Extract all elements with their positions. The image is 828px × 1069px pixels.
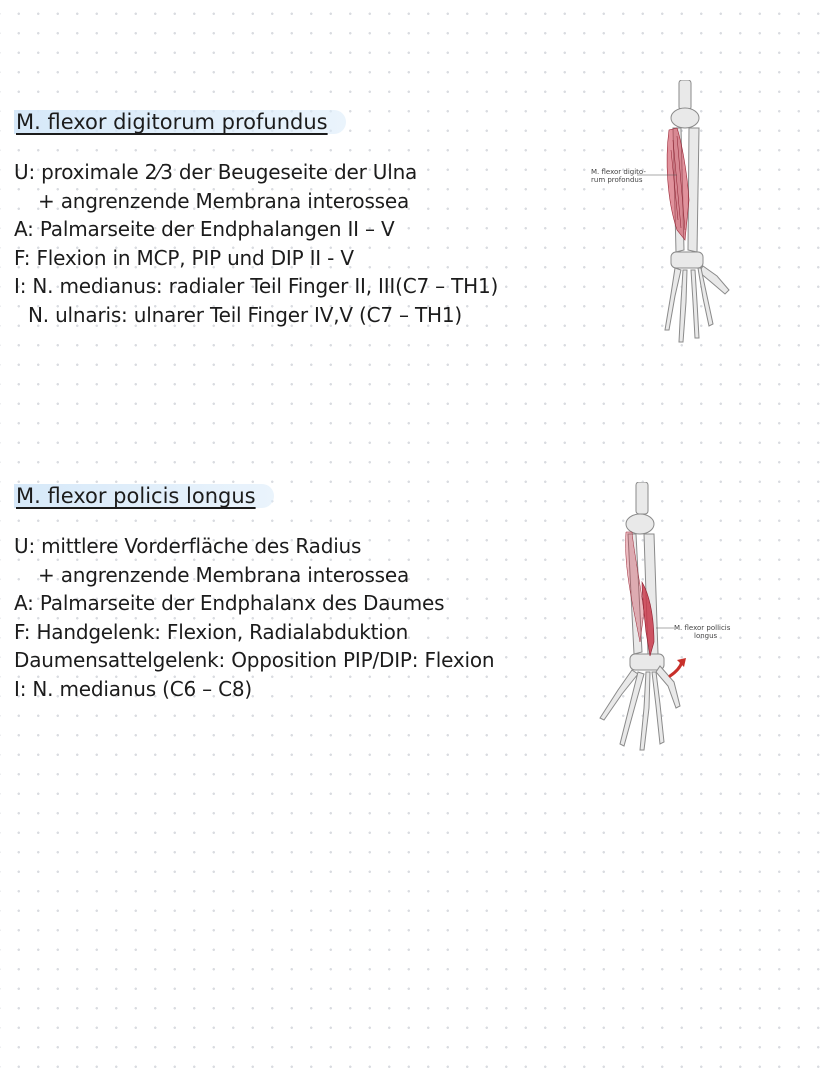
figure-label — [591, 168, 646, 184]
origin-line: U: proximale 2⁄3 der Beugeseite der Ulna — [14, 160, 418, 184]
innervation-continuation-line: N. ulnaris: ulnarer Teil Finger IV,V (C7 – TH1) — [28, 302, 462, 327]
forearm-skeleton-image — [585, 80, 745, 360]
forearm-skeleton-image — [590, 482, 760, 762]
function-line: F: Handgelenk: Flexion, Radialabduktion — [14, 619, 409, 644]
origin-continuation-line: + angrenzende Membrana interossea — [38, 562, 410, 587]
forearm-illustration-2 — [590, 482, 760, 762]
innervation-line: I: N. medianus: radialer Teil Finger II, III(C7 – TH1) — [14, 274, 499, 299]
section-flexor-digitorum-profundus — [14, 110, 498, 330]
innervation-line: I: N. medianus (C6 – C8) — [14, 676, 252, 701]
movement-arrow-icon — [670, 658, 686, 676]
insertion-line: A: Palmarseite der Endphalangen II – V — [14, 217, 395, 242]
figure-label-line-1: M. flexor pollicis — [674, 624, 731, 632]
section-body — [14, 158, 498, 330]
figure-label-line-2: longus — [694, 632, 718, 640]
origin-continuation-line: + angrenzende Membrana interossea — [38, 188, 410, 213]
section-body — [14, 532, 494, 704]
insertion-line: A: Palmarseite der Endphalanx des Daumes — [14, 591, 445, 616]
figure-label — [674, 624, 730, 640]
muscle-highlight — [667, 128, 689, 240]
section-title: M. flexor digitorum profundus — [14, 110, 346, 134]
section-flexor-pollicis-longus — [14, 484, 494, 704]
function-line: F: Flexion in MCP, PIP und DIP II - V — [14, 245, 354, 270]
section-title: M. flexor policis longus — [14, 484, 274, 508]
function-continuation-line: Daumensattelgelenk: Opposition PIP/DIP: Flexion — [14, 648, 495, 673]
figure-label-line-1: M. flexor digito- — [591, 168, 646, 176]
forearm-illustration-1 — [585, 80, 745, 360]
figure-label-line-2: rum profondus — [591, 176, 643, 184]
origin-line: U: mittlere Vorderfläche des Radius — [14, 534, 362, 558]
